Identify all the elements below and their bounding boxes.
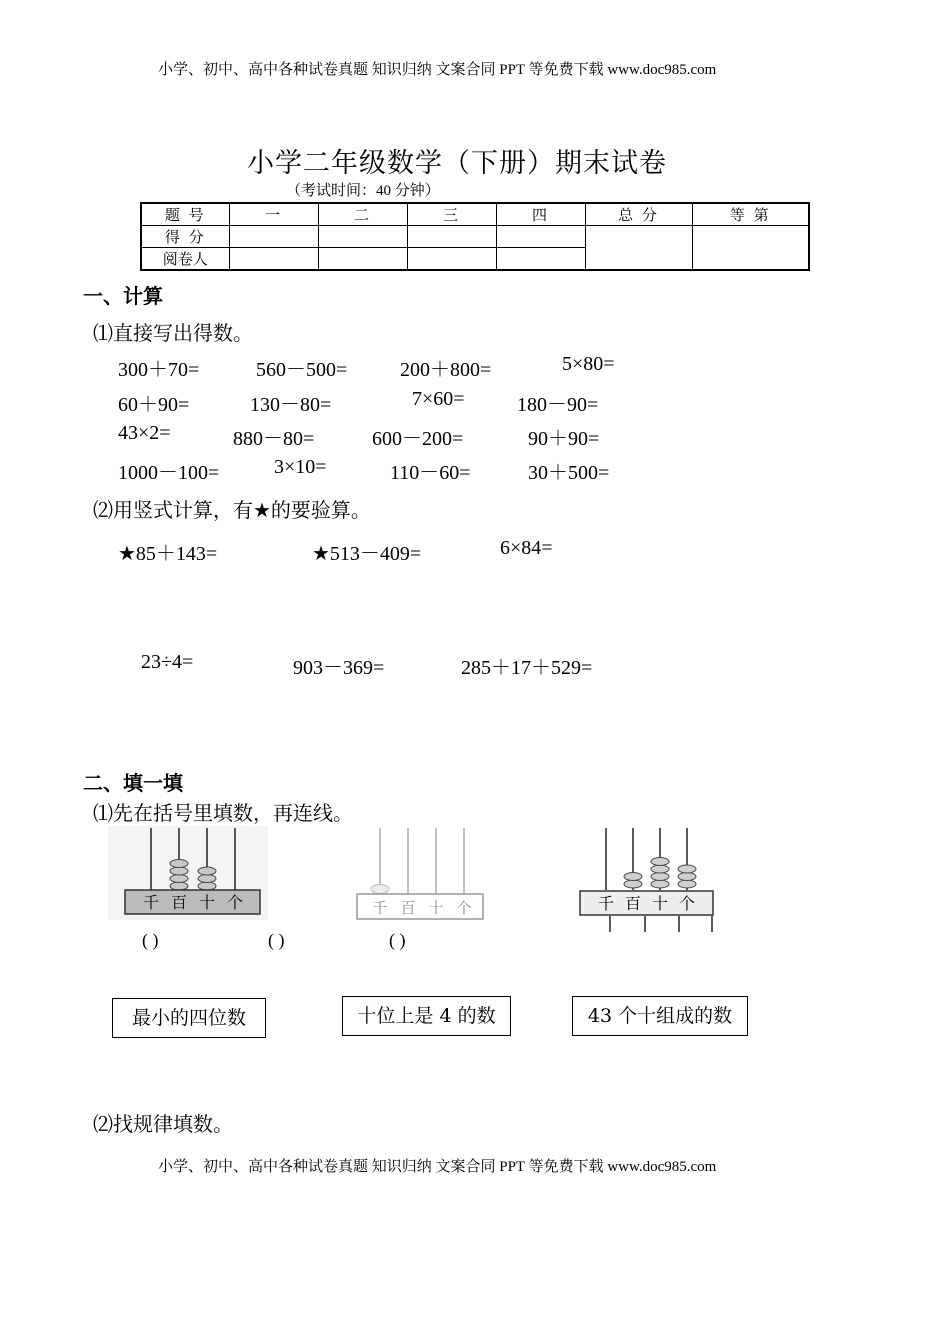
table-header-cell: 三: [407, 203, 496, 226]
problem: 600－200=: [372, 428, 464, 450]
grader-cell[interactable]: [407, 248, 496, 271]
abacus-bead: [170, 875, 188, 883]
table-header-cell: 二: [318, 203, 407, 226]
abacus-bead: [198, 867, 216, 875]
problem: 110－60=: [390, 462, 471, 484]
problem: 300＋70=: [118, 359, 200, 381]
table-header-cell: 一: [229, 203, 318, 226]
vertical-problem: ★513－409=: [312, 543, 422, 565]
score-table: [140, 202, 810, 271]
abacus-bead: [678, 865, 696, 873]
grader-cell[interactable]: [229, 248, 318, 271]
abacus-bead: [170, 860, 188, 868]
abacus-bead: [678, 873, 696, 881]
score-cell[interactable]: [407, 226, 496, 248]
page-header: 小学、初中、高中各种试卷真题 知识归纳 文案合同 PPT 等免费下载 www.doc985.com: [158, 62, 717, 78]
abacus-label: 十: [651, 894, 669, 913]
abacus-3: [578, 826, 723, 936]
abacus-label: 百: [624, 894, 642, 913]
vertical-problem: 285＋17＋529=: [461, 657, 593, 679]
abacus-bead: [198, 875, 216, 883]
abacus-1: [108, 826, 268, 920]
table-row: [141, 226, 809, 248]
abacus-label: 个: [456, 899, 472, 917]
table-header-cell: 题 号: [141, 203, 229, 226]
abacus-label: 千: [372, 899, 388, 917]
abacus-label: 百: [170, 893, 188, 912]
question-fill-connect: ⑴先在括号里填数，再连线。: [93, 801, 353, 825]
abacus-label: 十: [428, 899, 444, 917]
vertical-problem: ★85＋143=: [118, 543, 218, 565]
abacus-bead: [624, 880, 642, 888]
problem: 200＋800=: [400, 359, 492, 381]
answer-blank[interactable]: ( ): [268, 930, 285, 950]
abacus-2: [355, 826, 490, 922]
problem: 130－80=: [250, 394, 332, 416]
problem: 560－500=: [256, 359, 348, 381]
abacus-bead: [170, 867, 188, 875]
vertical-problem: 23÷4=: [141, 651, 194, 673]
row-label-score: 得 分: [141, 226, 229, 248]
section-heading-calc: 一、计算: [83, 284, 163, 308]
problem: 3×10=: [274, 456, 327, 478]
exam-time: （考试时间：40 分钟）: [286, 183, 440, 199]
score-cell[interactable]: [496, 226, 585, 248]
total-score-cell[interactable]: [585, 226, 692, 271]
match-box[interactable]: 43 个十组成的数: [572, 996, 748, 1036]
grader-cell[interactable]: [318, 248, 407, 271]
problem: 60＋90=: [118, 394, 190, 416]
vertical-problem: 6×84=: [500, 537, 553, 559]
grade-cell[interactable]: [692, 226, 809, 271]
abacus-bead: [651, 880, 669, 888]
question-vertical-calc: ⑵用竖式计算，有★的要验算。: [93, 498, 371, 522]
abacus-bead: [651, 865, 669, 873]
problem: 43×2=: [118, 422, 171, 444]
table-header-cell: 等 第: [692, 203, 809, 226]
answer-blank[interactable]: ( ): [142, 930, 159, 950]
score-cell[interactable]: [318, 226, 407, 248]
page-footer: 小学、初中、高中各种试卷真题 知识归纳 文案合同 PPT 等免费下载 www.doc985.com: [158, 1159, 717, 1175]
match-box[interactable]: 十位上是 4 的数: [342, 996, 511, 1036]
problem: 90＋90=: [528, 428, 600, 450]
table-header-cell: 四: [496, 203, 585, 226]
problem: 1000－100=: [118, 462, 220, 484]
abacus-label: 百: [400, 899, 416, 917]
answer-blank[interactable]: ( ): [389, 930, 406, 950]
abacus-bead: [651, 873, 669, 881]
abacus-bead: [624, 873, 642, 881]
abacus-bead: [651, 858, 669, 866]
match-box[interactable]: 最小的四位数: [112, 998, 266, 1038]
problem: 5×80=: [562, 353, 615, 375]
problem: 180－90=: [517, 394, 599, 416]
abacus-label: 个: [226, 893, 244, 912]
abacus-label: 千: [142, 893, 160, 912]
table-header-cell: 总 分: [585, 203, 692, 226]
problem: 880－80=: [233, 428, 315, 450]
grader-cell[interactable]: [496, 248, 585, 271]
table-header-row: [141, 203, 809, 226]
abacus-label: 个: [678, 894, 696, 913]
section-heading-fill: 二、填一填: [83, 771, 183, 795]
abacus-label: 千: [597, 894, 615, 913]
abacus-label: 十: [198, 893, 216, 912]
abacus-bead: [198, 882, 216, 890]
question-pattern: ⑵找规律填数。: [93, 1112, 233, 1136]
vertical-problem: 903－369=: [293, 657, 385, 679]
abacus-bead: [371, 885, 389, 894]
page-title: 小学二年级数学（下册）期末试卷: [247, 148, 667, 179]
abacus-bead: [170, 882, 188, 890]
question-direct-answer: ⑴直接写出得数。: [93, 321, 253, 345]
abacus-bead: [678, 880, 696, 888]
score-cell[interactable]: [229, 226, 318, 248]
problem: 30＋500=: [528, 462, 610, 484]
row-label-grader: 阅卷人: [141, 248, 229, 271]
problem: 7×60=: [412, 388, 465, 410]
